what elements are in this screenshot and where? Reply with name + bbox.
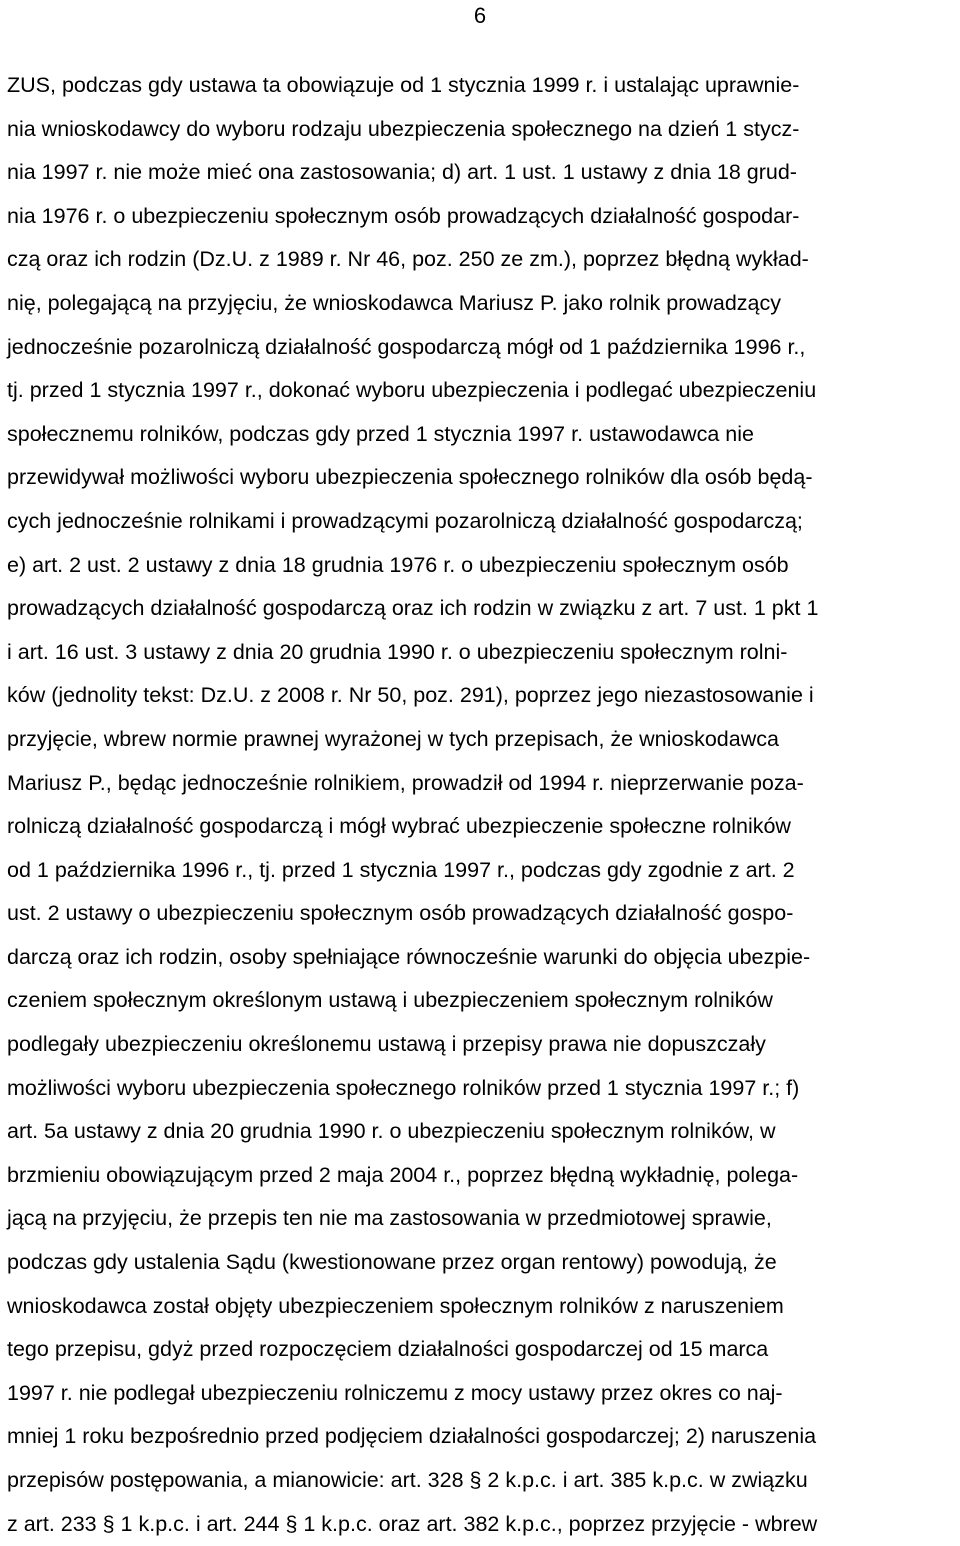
text-line: nię, polegającą na przyjęciu, że wnioskodawca Mariusz P. jako rolnik prowadzący	[7, 290, 781, 315]
text-line: nia 1976 r. o ubezpieczeniu społecznym osób prowadzących działalność gospodar-	[7, 203, 800, 228]
page-number: 6	[473, 3, 487, 28]
text-line: z art. 233 § 1 k.p.c. i art. 244 § 1 k.p.c. oraz art. 382 k.p.c., poprzez przyjęcie - wbrew	[7, 1511, 818, 1536]
text-line: jącą na przyjęciu, że przepis ten nie ma zastosowania w przedmiotowej sprawie,	[7, 1206, 772, 1231]
text-line: Mariusz P., będąc jednocześnie rolnikiem, prowadził od 1994 r. nieprzerwanie poza-	[7, 770, 804, 795]
text-line: społecznemu rolników, podczas gdy przed 1 stycznia 1997 r. ustawodawca nie	[7, 421, 754, 446]
text-line: jednocześnie pozarolniczą działalność gospodarczą mógł od 1 października 1996 r.,	[7, 334, 806, 359]
text-line: prowadzących działalność gospodarczą oraz ich rodzin w związku z art. 7 ust. 1 pkt 1	[7, 596, 819, 621]
text-line: podlegały ubezpieczeniu określonemu ustawą i przepisy prawa nie dopuszczały	[7, 1032, 766, 1057]
body-text	[7, 64, 957, 1546]
text-line: wnioskodawca został objęty ubezpieczeniem społecznym rolników z naruszeniem	[7, 1293, 784, 1318]
text-line: nia wnioskodawcy do wyboru rodzaju ubezpieczenia społecznego na dzień 1 stycz-	[7, 116, 800, 141]
text-line: czą oraz ich rodzin (Dz.U. z 1989 r. Nr 46, poz. 250 ze zm.), poprzez błędną wykład-	[7, 247, 809, 272]
text-line: rolniczą działalność gospodarczą i mógł wybrać ubezpieczenie społeczne rolników	[7, 814, 791, 839]
text-line: podczas gdy ustalenia Sądu (kwestionowane przez organ rentowy) powodują, że	[7, 1250, 777, 1275]
text-line: ZUS, podczas gdy ustawa ta obowiązuje od 1 stycznia 1999 r. i ustalając uprawnie-	[7, 73, 800, 97]
text-line: przyjęcie, wbrew normie prawnej wyrażonej w tych przepisach, że wnioskodawca	[7, 726, 779, 751]
text-line: ust. 2 ustawy o ubezpieczeniu społecznym osób prowadzących działalność gospo-	[7, 901, 794, 926]
text-line: od 1 października 1996 r., tj. przed 1 stycznia 1997 r., podczas gdy zgodnie z art. 2	[7, 857, 795, 882]
text-line: możliwości wyboru ubezpieczenia społecznego rolników przed 1 stycznia 1997 r.; f)	[7, 1075, 800, 1100]
text-line: czeniem społecznym określonym ustawą i ubezpieczeniem społecznym rolników	[7, 988, 773, 1013]
text-line: przewidywał możliwości wyboru ubezpieczenia społecznego rolników dla osób będą-	[7, 465, 813, 490]
text-line: przepisów postępowania, a mianowicie: art. 328 § 2 k.p.c. i art. 385 k.p.c. w związku	[7, 1468, 808, 1492]
text-line: mniej 1 roku bezpośrednio przed podjęciem działalności gospodarczej; 2) naruszenia	[7, 1424, 817, 1449]
text-line: 1997 r. nie podlegał ubezpieczeniu rolniczemu z mocy ustawy przez okres co naj-	[7, 1380, 783, 1405]
text-line: tego przepisu, gdyż przed rozpoczęciem działalności gospodarczej od 15 marca	[7, 1337, 769, 1362]
text-line: brzmieniu obowiązującym przed 2 maja 2004 r., poprzez błędną wykładnię, polega-	[7, 1162, 799, 1187]
text-line: darczą oraz ich rodzin, osoby spełniające równocześnie warunki do objęcia ubezpie-	[7, 944, 811, 969]
text-line: nia 1997 r. nie może mieć ona zastosowania; d) art. 1 ust. 1 ustawy z dnia 18 grud-	[7, 160, 797, 185]
text-line: ków (jednolity tekst: Dz.U. z 2008 r. Nr 50, poz. 291), poprzez jego niezastosowanie i	[7, 683, 814, 708]
text-line: art. 5a ustawy z dnia 20 grudnia 1990 r. o ubezpieczeniu społecznym rolników, w	[7, 1119, 776, 1144]
text-line: tj. przed 1 stycznia 1997 r., dokonać wyboru ubezpieczenia i podlegać ubezpieczeniu	[7, 378, 817, 403]
text-line: i art. 16 ust. 3 ustawy z dnia 20 grudnia 1990 r. o ubezpieczeniu społecznym rolni-	[7, 639, 788, 664]
text-line: cych jednocześnie rolnikami i prowadzącymi pozarolniczą działalność gospodarczą;	[7, 508, 803, 533]
text-line: e) art. 2 ust. 2 ustawy z dnia 18 grudnia 1976 r. o ubezpieczeniu społecznym osób	[7, 552, 789, 577]
